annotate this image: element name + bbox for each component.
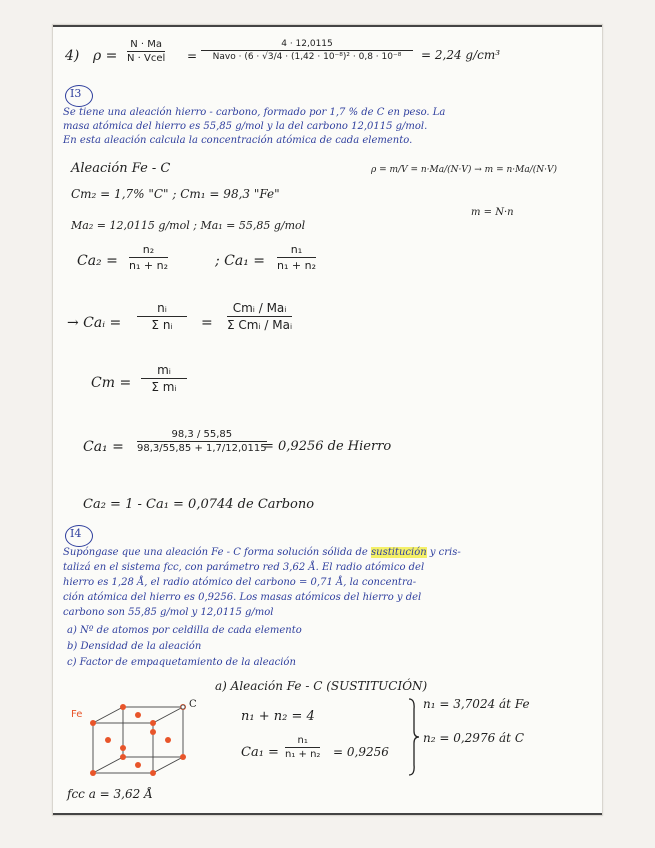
i3-ca1-res-fraction — [137, 429, 267, 454]
i3-ca1-denominator: n₁ + n₂ — [277, 259, 316, 272]
i3-cm-fraction — [141, 363, 187, 394]
i3-ma-line: Ma₂ = 12,0115 g/mol ; Ma₁ = 55,85 g/mol — [71, 219, 306, 232]
top-rule — [53, 25, 602, 27]
i3-statement-1: Se tiene una aleación hierro - carbono, formado por 1,7 % de C en peso. La — [63, 107, 446, 118]
i3-cm-line: Cm₂ = 1,7% "C" ; Cm₁ = 98,3 "Fe" — [71, 187, 280, 201]
p4-f2-numerator: 4 · 12,0115 — [281, 39, 333, 49]
i3-cai-fraction-2 — [227, 301, 292, 332]
p4-f1-numerator: N · Ma — [130, 39, 163, 50]
i4-statement-3: ción atómica del hierro es 0,9256. Los masas atómicos del hierro y del — [63, 592, 422, 603]
i3-statement-2: masa atómica del hierro es 55,85 g/mol y la del carbono 12,0115 g/mol. — [63, 121, 428, 132]
i3-ca1-numerator: n₁ — [290, 243, 303, 256]
p4-result: = 2,24 g/cm³ — [421, 48, 501, 62]
i4-item-c: c) Factor de empaquetamiento de la aleación — [67, 657, 296, 668]
i3-cai-eq: = — [201, 315, 213, 331]
i4-tag: I4 — [70, 527, 82, 540]
i4-ca1-denominator: n₁ + n₂ — [285, 749, 321, 760]
p4-f2-denominator: Navo · (6 · √3/4 · (1,42 · 10⁻⁸)² · 0,8 · 10⁻⁸ — [212, 52, 402, 62]
i3-cai-numerator-1: nᵢ — [157, 301, 167, 315]
i3-cai-fraction-1 — [137, 301, 187, 332]
i4-statement-post: y cris- — [426, 547, 461, 558]
p4-fraction-1 — [127, 39, 165, 64]
i3-ca1-res-lhs: Ca₁ = — [83, 439, 124, 455]
c-label: C — [189, 699, 197, 710]
i3-alloy: Aleación Fe - C — [71, 161, 171, 176]
i3-cai-numerator-2: Cmᵢ / Maᵢ — [232, 301, 287, 315]
i3-cai-denominator-1: Σ nᵢ — [151, 318, 173, 332]
i4-statement-4: carbono son 55,85 g/mol y 12,0115 g/mol — [63, 607, 274, 618]
i3-cai-lhs: → Caᵢ = — [67, 315, 122, 331]
i3-tag: I3 — [70, 87, 82, 100]
i4-ca1-lhs: Ca₁ = — [241, 745, 279, 760]
rho-label: ρ = — [93, 48, 118, 64]
i3-ca2-fraction — [129, 243, 168, 272]
i3-ca1-fraction — [277, 243, 316, 272]
i3-cm-lhs: Cm = — [91, 375, 132, 391]
i4-item-b: b) Densidad de la aleación — [67, 641, 202, 652]
i3-ca1-res-numerator: 98,3 / 55,85 — [171, 429, 233, 440]
i3-statement-3: En esta aleación calcula la concentración atómica de cada elemento. — [63, 135, 413, 146]
i4-n1-result: n₁ = 3,7024 át Fe — [423, 697, 530, 711]
i3-ca1-res-denominator: 98,3/55,85 + 1,7/12,0115 — [137, 443, 267, 454]
p4-eq: = — [187, 49, 198, 63]
bottom-rule — [53, 813, 602, 815]
p4-fraction-2 — [201, 39, 413, 62]
i3-rho-side: ρ = m/V = n·Ma/(N·V) → m = n·Ma/(N·V) — [371, 165, 557, 175]
i4-a-title: a) Aleación Fe - C (SUSTITUCIÓN) — [215, 679, 428, 693]
i4-sum-eq: n₁ + n₂ = 4 — [241, 709, 315, 724]
i4-statement-0 — [63, 547, 461, 558]
i3-ca1-lhs: ; Ca₁ = — [215, 253, 266, 269]
i4-statement-pre: Supóngase que una aleación Fe - C forma solución sólida de — [63, 547, 372, 558]
i3-cm-numerator: mᵢ — [157, 363, 171, 377]
notebook-page — [52, 24, 603, 816]
i4-statement-1: talizá en el sistema fcc, con parámetro red 3,62 Å. El radio atómico del — [63, 562, 425, 573]
i4-ca1-value: = 0,9256 — [333, 745, 389, 759]
i4-item-a: a) Nº de atomos por celdilla de cada elemento — [67, 625, 302, 636]
i4-n2-result: n₂ = 0,2976 át C — [423, 731, 524, 745]
fe-label: Fe — [71, 709, 83, 720]
i3-ca2-lhs: Ca₂ = — [77, 253, 118, 269]
i4-statement-2: hierro es 1,28 Å, el radio atómico del carbono = 0,71 Å, la concentra- — [63, 577, 417, 588]
i4-ca1-numerator: n₁ — [297, 735, 308, 746]
fcc-cube-diagram — [83, 701, 193, 781]
p4-f1-denominator: N · Vcel — [127, 53, 166, 64]
i3-cm-denominator: Σ mᵢ — [151, 380, 177, 394]
i3-ca2-result: Ca₂ = 1 - Ca₁ = 0,0744 de Carbono — [83, 497, 315, 512]
i4-ca1-fraction — [285, 735, 320, 760]
i4-statement-highlight: sustitución — [371, 547, 427, 558]
problem-4-number: 4) — [65, 48, 80, 64]
i3-ca2-denominator: n₁ + n₂ — [129, 259, 168, 272]
i3-ca1-result: = 0,9256 de Hierro — [263, 439, 392, 454]
i3-ca2-numerator: n₂ — [142, 243, 155, 256]
i3-m-side: m = N·n — [471, 207, 514, 218]
fcc-label: fcc a = 3,62 Å — [67, 787, 153, 801]
i3-cai-denominator-2: Σ Cmᵢ / Maᵢ — [227, 318, 293, 332]
brace-icon — [405, 697, 421, 777]
